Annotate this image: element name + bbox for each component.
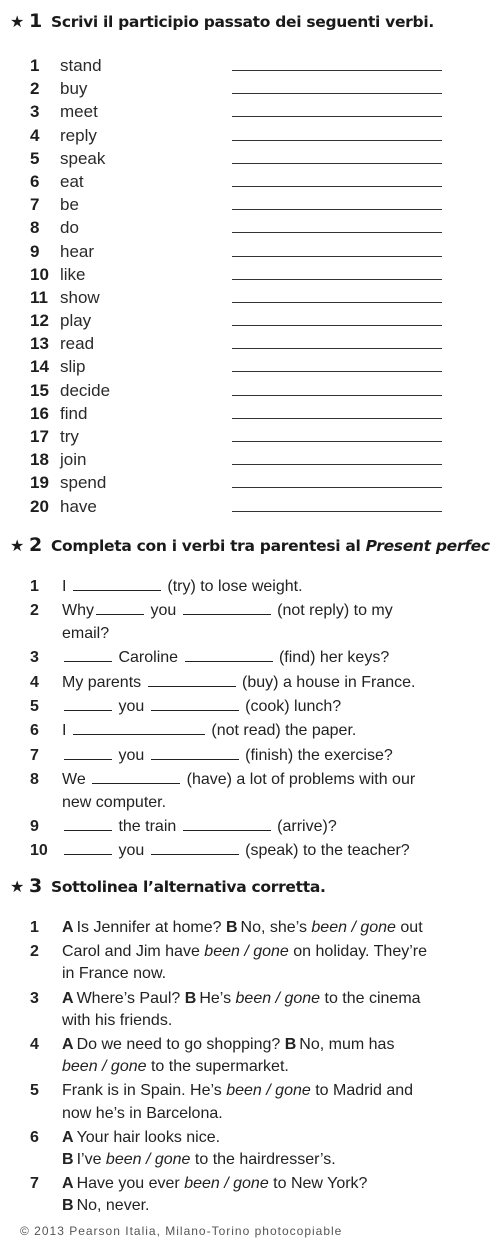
- speaker-label: B: [184, 989, 197, 1007]
- item-text: in France now.: [62, 965, 167, 983]
- item-text: you: [118, 698, 145, 716]
- answer-blank[interactable]: [232, 163, 442, 164]
- item-text: to the supermarket.: [150, 1058, 289, 1076]
- speaker-label: A: [62, 1036, 74, 1054]
- answer-blank[interactable]: [232, 487, 442, 488]
- list-item: [0, 988, 442, 1032]
- item-number: 1: [30, 56, 40, 75]
- list-item: [0, 263, 442, 286]
- item-text: you: [118, 842, 145, 860]
- verb-text: speak: [60, 148, 106, 168]
- item-number: 3: [30, 989, 39, 1007]
- item-number: 2: [30, 943, 39, 961]
- item-text: My parents: [62, 673, 142, 691]
- item-number: 1: [30, 919, 39, 936]
- item-number: 9: [30, 818, 39, 836]
- verb-text: like: [60, 264, 86, 284]
- verb-text: join: [60, 450, 87, 470]
- list-item: [0, 355, 442, 378]
- item-number: 11: [30, 287, 48, 307]
- item-text: you: [118, 746, 145, 764]
- exercise-3-items: [0, 917, 442, 1220]
- exercise-number: 2: [29, 534, 42, 556]
- item-number: 1: [30, 578, 39, 595]
- answer-blank[interactable]: [151, 696, 239, 711]
- answer-blank[interactable]: [64, 840, 112, 855]
- item-text: (arrive)?: [277, 818, 337, 836]
- answer-blank[interactable]: [232, 232, 442, 233]
- list-item: [0, 1034, 442, 1078]
- list-item: [0, 672, 442, 694]
- speaker-label: A: [62, 989, 74, 1007]
- answer-blank[interactable]: [232, 186, 442, 187]
- list-item: [0, 77, 442, 100]
- item-text: new computer.: [62, 793, 167, 811]
- exercise-2-header: [10, 534, 490, 556]
- item-text: (not read) the paper.: [211, 722, 357, 740]
- verb-text: eat: [60, 171, 84, 191]
- verb-text: find: [60, 403, 88, 423]
- verb-text: meet: [60, 102, 98, 122]
- answer-blank[interactable]: [151, 840, 239, 855]
- answer-blank[interactable]: [148, 672, 236, 687]
- item-number: 8: [30, 771, 39, 789]
- item-text: to New York?: [273, 1175, 368, 1193]
- verb-text: be: [60, 195, 79, 215]
- answer-blank[interactable]: [64, 816, 112, 831]
- item-text: Your hair looks nice.: [76, 1128, 221, 1146]
- alternative-choice[interactable]: been / gone: [105, 1151, 191, 1169]
- item-text: to the hairdresser’s.: [194, 1151, 336, 1169]
- answer-blank[interactable]: [232, 279, 442, 280]
- answer-blank[interactable]: [232, 441, 442, 442]
- answer-blank[interactable]: [73, 720, 205, 735]
- item-text: Is Jennifer at home?: [76, 919, 222, 936]
- exercise-2-items: [0, 576, 442, 863]
- speaker-label: B: [225, 919, 238, 936]
- item-text: No, never.: [76, 1197, 150, 1215]
- item-number: 13: [30, 334, 49, 354]
- verb-text: try: [60, 427, 79, 446]
- verb-text: slip: [60, 357, 86, 377]
- item-number: 7: [30, 1175, 39, 1193]
- answer-blank[interactable]: [151, 745, 239, 760]
- item-text: to Madrid and: [315, 1082, 414, 1100]
- list-item: [0, 941, 442, 985]
- item-number: 19: [30, 473, 49, 493]
- copyright-footer: © 2013 Pearson Italia, Milano-Torino photocopiable: [20, 1224, 343, 1238]
- list-item: [0, 332, 442, 355]
- item-number: 12: [30, 311, 49, 331]
- item-number: 6: [30, 722, 39, 740]
- verb-text: show: [60, 287, 100, 307]
- speaker-label: B: [62, 1151, 74, 1169]
- list-item: [0, 917, 442, 939]
- exercise-3-header: [10, 875, 326, 897]
- item-number: 4: [30, 673, 39, 691]
- speaker-label: B: [284, 1036, 297, 1054]
- answer-blank[interactable]: [232, 140, 442, 141]
- verb-text: have: [60, 496, 97, 516]
- list-item: [0, 600, 442, 645]
- item-text: Frank is in Spain. He’s: [62, 1082, 222, 1100]
- exercise-title: Sottolinea l’alternativa corretta.: [50, 878, 326, 896]
- list-item: [0, 216, 442, 239]
- item-text: Carol and Jim have: [62, 943, 200, 961]
- list-item: [0, 576, 442, 598]
- answer-blank[interactable]: [232, 116, 442, 117]
- item-text: He’s: [199, 989, 232, 1007]
- item-number: 5: [30, 1082, 39, 1100]
- item-number: 3: [30, 102, 40, 122]
- list-item: [0, 240, 442, 263]
- item-number: 18: [30, 450, 49, 470]
- item-number: 7: [30, 746, 39, 764]
- answer-blank[interactable]: [92, 769, 180, 784]
- answer-blank[interactable]: [232, 302, 442, 303]
- alternative-choice[interactable]: been / gone: [226, 1082, 311, 1100]
- answer-blank[interactable]: [96, 600, 144, 615]
- item-text: (cook) lunch?: [245, 698, 342, 716]
- answer-blank[interactable]: [232, 348, 442, 349]
- alternative-choice[interactable]: been / gone: [311, 919, 396, 936]
- item-number: 10: [30, 264, 49, 284]
- exercise-number: 3: [29, 875, 42, 897]
- answer-blank[interactable]: [232, 256, 442, 257]
- exercise-title: [51, 537, 490, 555]
- exercise-1-header: [10, 10, 434, 32]
- item-number: 2: [30, 602, 39, 620]
- item-text: No, she’s: [240, 919, 307, 936]
- answer-blank[interactable]: [232, 395, 442, 396]
- verb-text: read: [60, 334, 95, 354]
- list-item: [0, 309, 442, 332]
- verb-list: [0, 54, 442, 518]
- answer-blank[interactable]: [232, 325, 442, 326]
- verb-text: spend: [60, 473, 107, 493]
- item-text: (speak) to the teacher?: [245, 842, 410, 860]
- item-text: (try) to lose weight.: [167, 578, 303, 595]
- list-item: [0, 696, 442, 718]
- answer-blank[interactable]: [185, 647, 273, 662]
- item-number: 15: [30, 380, 49, 400]
- verb-text: buy: [60, 79, 88, 99]
- answer-blank[interactable]: [64, 647, 112, 662]
- item-text: Do we need to go shopping?: [76, 1036, 281, 1054]
- list-item: [0, 124, 442, 147]
- item-text: email?: [62, 624, 110, 642]
- list-item: [0, 769, 442, 814]
- list-item: [0, 745, 442, 767]
- star-icon: ★: [10, 536, 25, 555]
- list-item: [0, 402, 442, 425]
- list-item: [0, 1127, 442, 1171]
- item-number: 8: [30, 218, 40, 238]
- answer-blank[interactable]: [73, 576, 161, 591]
- item-number: 14: [30, 357, 49, 377]
- item-text: out: [400, 919, 423, 936]
- alternative-choice[interactable]: been / gone: [62, 1058, 147, 1076]
- answer-blank[interactable]: [64, 696, 112, 711]
- answer-blank[interactable]: [232, 511, 442, 512]
- verb-text: decide: [60, 380, 111, 400]
- list-item: [0, 147, 442, 170]
- title-text: Completa con i verbi tra parentesi al: [50, 537, 366, 555]
- list-item: [0, 647, 442, 669]
- item-number: 20: [30, 496, 49, 516]
- item-number: 10: [30, 842, 48, 860]
- list-item: [0, 170, 442, 193]
- answer-blank[interactable]: [232, 464, 442, 465]
- speaker-label: B: [62, 1197, 74, 1215]
- list-item: [0, 193, 442, 216]
- item-text: on holiday. They’re: [293, 943, 427, 961]
- item-text: to the cinema: [324, 989, 421, 1007]
- answer-blank[interactable]: [232, 418, 442, 419]
- item-text: (find) her keys?: [278, 649, 390, 667]
- list-item: [0, 286, 442, 309]
- list-item: [0, 495, 442, 518]
- list-item: [0, 1173, 442, 1217]
- item-text: now he’s in Barcelona.: [62, 1104, 223, 1122]
- item-text: (buy) a house in France.: [242, 673, 416, 691]
- exercise-title: Scrivi il participio passato dei seguenti verbi.: [50, 13, 434, 31]
- verb-text: hear: [60, 241, 95, 261]
- item-text: Where’s Paul?: [76, 989, 181, 1007]
- item-number: 5: [30, 148, 40, 168]
- list-item: [0, 1080, 442, 1124]
- exercise-number: 1: [29, 10, 42, 32]
- item-text: I: [62, 722, 67, 740]
- item-number: 4: [30, 1036, 39, 1054]
- verb-text: stand: [60, 56, 102, 75]
- verb-text: do: [60, 218, 79, 238]
- item-number: 6: [30, 171, 40, 191]
- verb-text: play: [60, 311, 92, 331]
- star-icon: ★: [10, 12, 25, 31]
- item-number: 16: [30, 403, 49, 423]
- list-item: [0, 100, 442, 123]
- list-item: [0, 471, 442, 494]
- item-text: I’ve: [76, 1151, 102, 1169]
- list-item: [0, 425, 442, 448]
- answer-blank[interactable]: [232, 93, 442, 94]
- list-item: [0, 840, 442, 862]
- star-icon: ★: [10, 877, 25, 896]
- item-text: the train: [118, 818, 177, 836]
- item-number: 2: [30, 79, 40, 99]
- item-text: Why: [62, 602, 94, 620]
- item-text: (have) a lot of problems with our: [186, 771, 416, 789]
- list-item: [0, 720, 442, 742]
- item-number: 9: [30, 241, 40, 261]
- list-item: [0, 379, 442, 402]
- answer-blank[interactable]: [183, 816, 271, 831]
- alternative-choice[interactable]: been / gone: [235, 989, 321, 1007]
- alternative-choice[interactable]: been / gone: [204, 943, 289, 961]
- list-item: [0, 54, 442, 77]
- speaker-label: A: [62, 919, 74, 936]
- list-item: [0, 448, 442, 471]
- item-number: 7: [30, 195, 40, 215]
- speaker-label: A: [62, 1128, 74, 1146]
- item-text: you: [150, 602, 177, 620]
- answer-blank[interactable]: [232, 209, 442, 210]
- answer-blank[interactable]: [232, 70, 442, 71]
- item-number: 3: [30, 649, 39, 667]
- speaker-label: A: [62, 1175, 74, 1193]
- list-item: [0, 816, 442, 838]
- answer-blank[interactable]: [232, 371, 442, 372]
- item-text: with his friends.: [62, 1011, 173, 1029]
- answer-blank[interactable]: [64, 745, 112, 760]
- item-number: 17: [30, 427, 49, 446]
- item-text: Have you ever: [76, 1175, 180, 1193]
- item-text: (finish) the exercise?: [245, 746, 393, 764]
- alternative-choice[interactable]: been / gone: [184, 1175, 269, 1193]
- item-number: 4: [30, 125, 40, 145]
- item-text: No, mum has: [299, 1036, 395, 1054]
- item-text: Caroline: [118, 649, 179, 667]
- item-text: (not reply) to my: [277, 602, 393, 620]
- item-number: 5: [30, 698, 39, 716]
- title-italic-text: Present perfec: [365, 537, 490, 555]
- answer-blank[interactable]: [183, 600, 271, 615]
- verb-text: reply: [60, 125, 97, 145]
- item-number: 6: [30, 1128, 39, 1146]
- item-text: I: [62, 578, 67, 595]
- item-text: We: [62, 771, 86, 789]
